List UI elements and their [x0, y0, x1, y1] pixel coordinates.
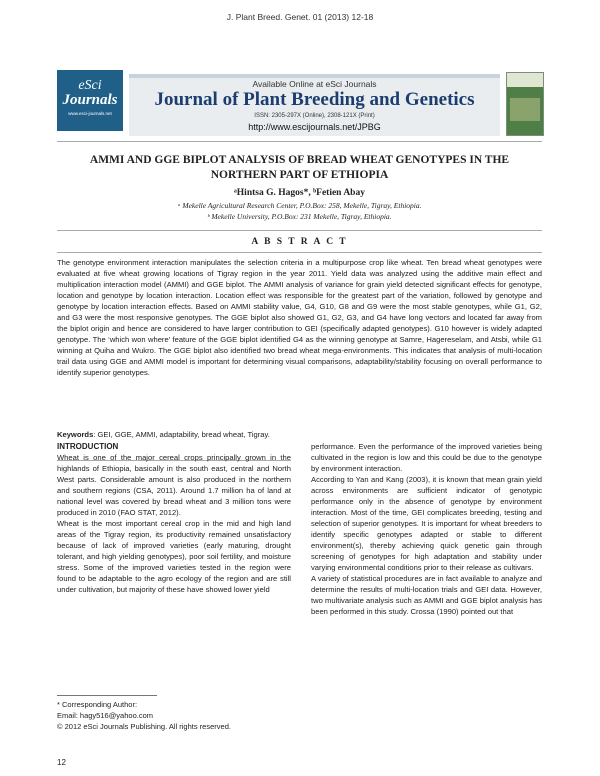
paragraph: According to Yan and Kang (2003), it is known that mean grain yield across environments are sufficient indicator of genotypic performance only in the absence of genotype by environment interaction. Most of the time, GEI complicates breeding, testing and selection of superior genotypes. It is important for wheat breeders to identify specific genotypes adapted or stable to different environment(s), thereby achieving quick genetic gain through screening of genotypes for high adaptation and stability under varying environmental conditions prior to their release as cultivars. — [311, 475, 542, 572]
affiliation-b: ᵇ Mekelle University, P.O.Box: 231 Mekelle, Tigray, Ethiopia. — [207, 212, 392, 221]
running-header: J. Plant Breed. Genet. 01 (2013) 12-18 — [226, 12, 374, 22]
journal-cover-thumbnail — [506, 72, 544, 136]
abstract-top-rule — [57, 230, 542, 231]
journal-url-link[interactable]: http://www.escijournals.net/JPBG — [248, 122, 381, 132]
authors: ᵃHintsa G. Hagos*, ᵇFetien Abay — [234, 188, 365, 198]
article-title — [57, 153, 542, 183]
paragraph: A variety of statistical procedures are in fact available to analyze and determine the results of multi-location trials and GEI data. However, two multivariate analysis such as AMMI and GGE biplot analysis has been performed in this study. Crossa (1990) pointed out that — [311, 574, 542, 616]
article-title-line2: NORTHERN PART OF ETHIOPIA — [210, 169, 389, 181]
copyright: © 2012 eSci Journals Publishing. All rights reserved. — [57, 722, 231, 731]
logo-line1: eSci — [78, 78, 102, 93]
keywords-list: : GEI, GGE, AMMI, adaptability, bread wheat, Tigray. — [93, 430, 270, 439]
keywords — [57, 430, 542, 439]
masthead-bar — [129, 74, 500, 78]
corresponding-author: * Corresponding Author: — [57, 700, 138, 709]
cover-image — [510, 98, 540, 121]
footnote-rule — [57, 695, 157, 696]
issn: ISSN: 2305-297X (Online), 2308-121X (Print) — [254, 113, 375, 119]
body-column-right — [311, 441, 542, 617]
esci-journals-logo[interactable] — [57, 70, 123, 131]
abstract-heading: A B S T R A C T — [251, 237, 348, 247]
page-number: 12 — [57, 758, 66, 767]
introduction-heading: INTRODUCTION — [57, 442, 119, 451]
affiliation-a: ᵃ Mekelle Agricultural Research Center, P.O.Box: 258, Mekelle, Tigray, Ethiopia. — [177, 201, 422, 210]
keywords-label: Keywords — [57, 430, 94, 439]
paragraph: Wheat is one of the major cereal crops principally grown in the highlands of Ethiopia, basically in the south east, central and North West parts. Considerable amount is also produced in the northern and southern regions (CSA, 2011). Around 1.7 million ha of land at national level was covered by bread wheat and 3 million tons were produced in 2010 (FAO STAT, 2012). — [57, 453, 291, 517]
cover-header — [507, 73, 543, 87]
body-column-left — [57, 441, 291, 595]
available-online: Available Online at eSci Journals — [252, 79, 377, 89]
article-title-line1: AMMI AND GGE BIPLOT ANALYSIS OF BREAD WHEAT GENOTYPES IN THE — [89, 154, 510, 166]
paragraph: Wheat is the most important cereal crop in the mid and high land areas of the Tigray region, its productivity remained unsatisfactory because of lack of improved varieties (early maturing, drought tolerant, and high yielding genotypes), poor soil fertility, and moisture stress. Some of the improved varieties tested in the region were found to be adaptable to the agro ecology of the region and are still under cultivation, but majority of these have showed lower yield — [57, 519, 291, 594]
logo-line3: www.esci-journals.net — [68, 111, 112, 116]
paragraph: performance. Even the performance of the improved varieties being cultivated in the region is low and this could be due to the genotype by environment interaction. — [311, 442, 542, 473]
footnote — [57, 699, 291, 732]
author-email[interactable]: Email: hagy516@yahoo.com — [57, 711, 153, 720]
abstract-text: The genotype environment interaction manipulates the selection criteria in a multipurpose crop like wheat. Ten bread wheat genotypes were evaluated at five wheat growing locations of Tigray region in the year 2011. Yield data was analyzed using the additive main effect and multiplication interaction model (AMMI) and GGE biplot. The AMMI analysis of variance for grain yield detected significant effects for genotype, location and genotype by location interaction. Location effect was responsible for the greatest part of the variation, followed by genotype and genotype by location interaction effects. Based on AMMI stability value, G4, G10, G8 and G9 were the most stable genotypes, while G1, G2, and G3 were the most responsive genotypes. The GGE biplot also showed G1, G2, G3, and G4 have long vectors and located far away from the biplot origin and hence are considered to have larger contribution to GEI (specifically adapted genotypes). G10 however is widely adapted genotype. The ‘which won where’ feature of the GGE biplot identified G4 as the winning genotype at Samre, Hagereselam, and Atsbi, while G1 winning at Quiha and Wukro. The GGE biplot also identified two bread wheat mega-environments. This indicates that analysis of multi-location trail data using GGE and AMMI model is important for determining visual comparisons, adaptability/stability focusing on overall performance to identify superior genotypes. — [57, 258, 542, 377]
header-divider — [57, 141, 542, 142]
journal-title: Journal of Plant Breeding and Genetics — [154, 89, 475, 110]
abstract-heading-rule — [57, 252, 542, 253]
logo-line2: Journals — [62, 92, 118, 108]
